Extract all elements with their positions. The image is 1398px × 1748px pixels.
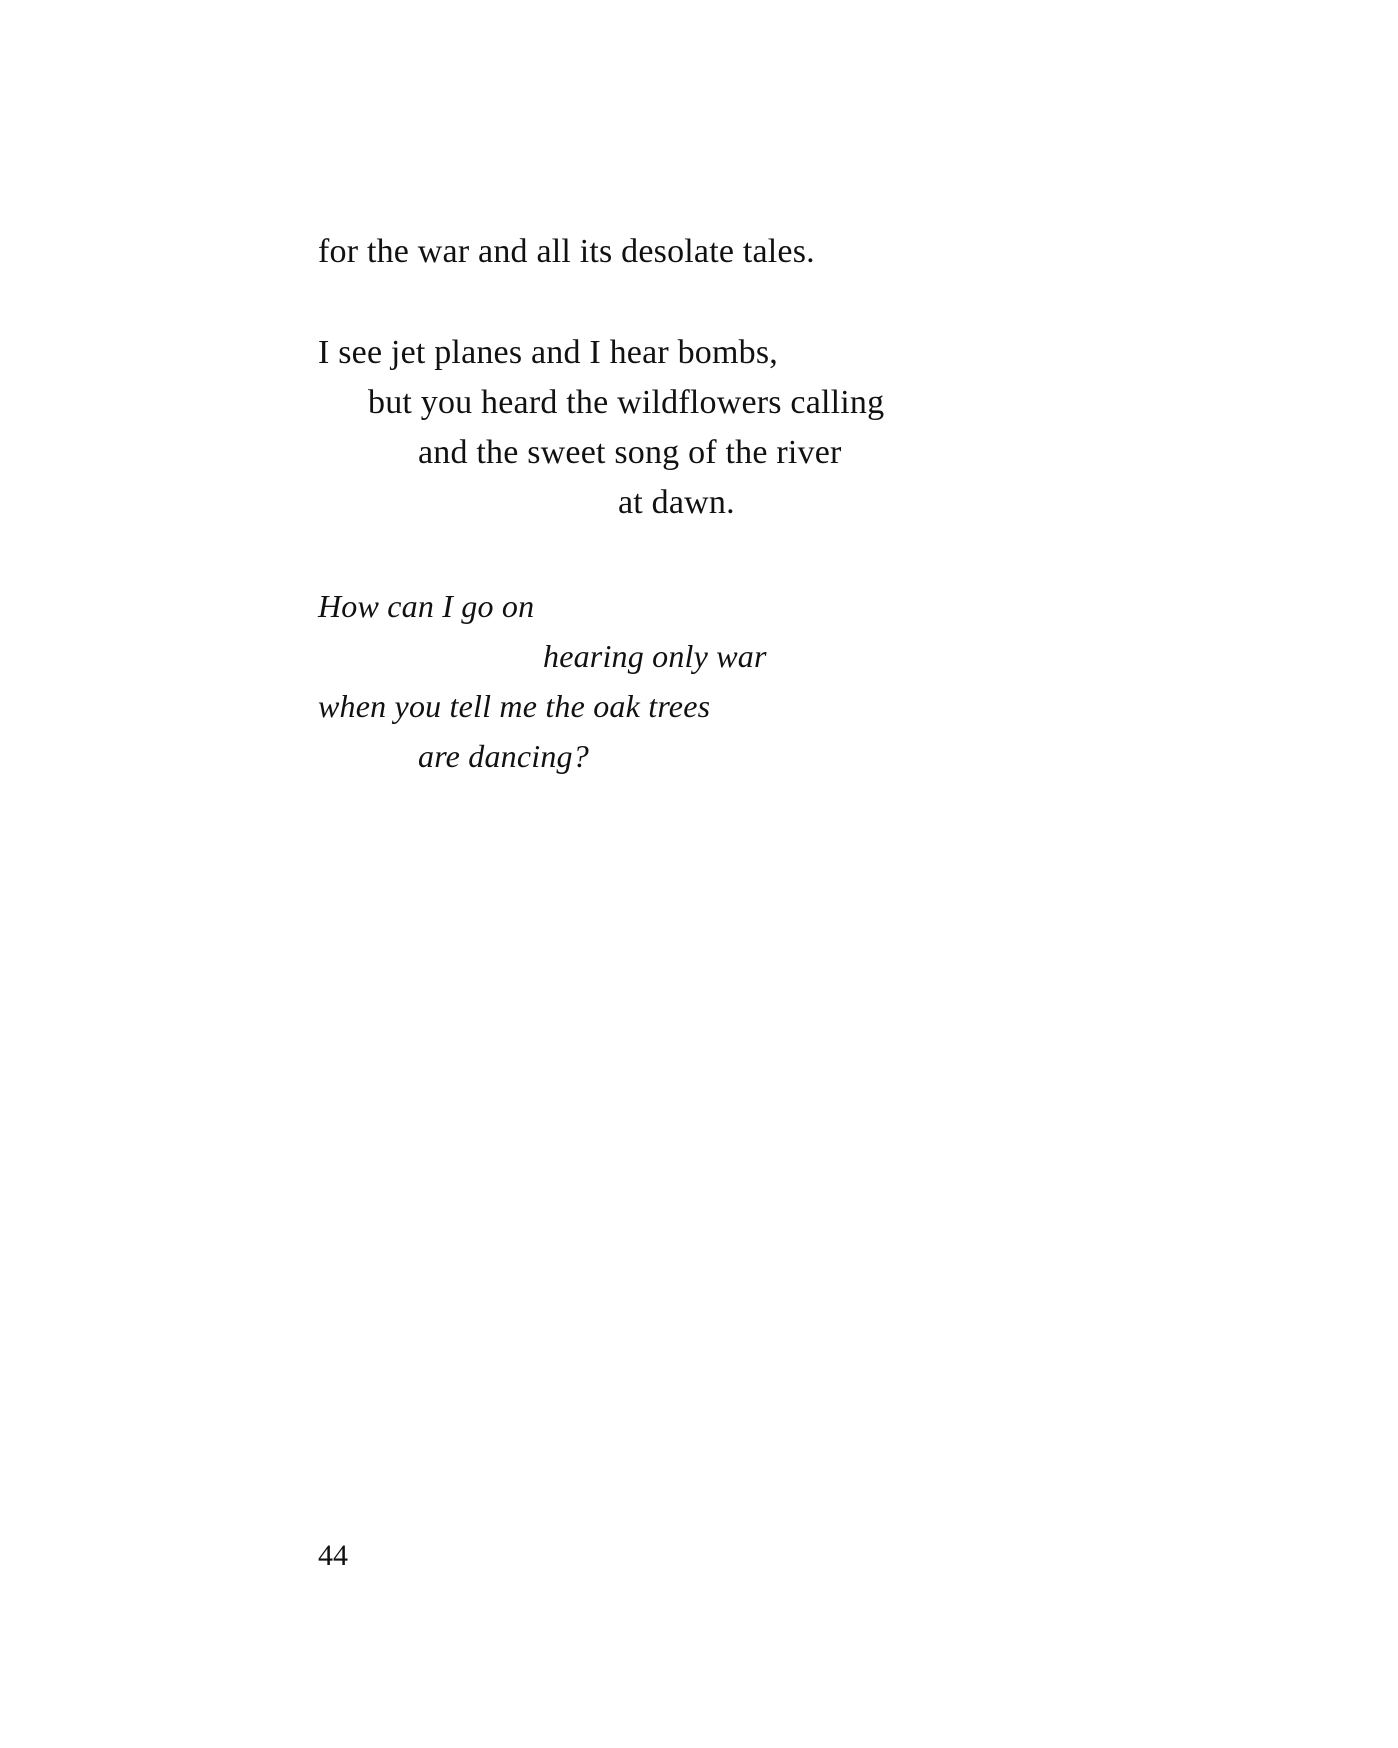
page-number: 44 <box>318 1539 348 1572</box>
poem-line-italic: hearing only war <box>543 638 767 674</box>
poem-line: for the war and all its desolate tales. <box>318 233 815 270</box>
poem-line-italic: are dancing? <box>418 738 589 774</box>
poem-line: but you heard the wildflowers calling <box>368 384 885 421</box>
poem-line: at dawn. <box>618 484 735 521</box>
poem-line-italic: How can I go on <box>318 588 535 624</box>
poem-line-italic: when you tell me the oak trees <box>318 688 711 724</box>
poem-line: and the sweet song of the river <box>418 434 842 471</box>
poem-line: I see jet planes and I hear bombs, <box>318 334 778 371</box>
